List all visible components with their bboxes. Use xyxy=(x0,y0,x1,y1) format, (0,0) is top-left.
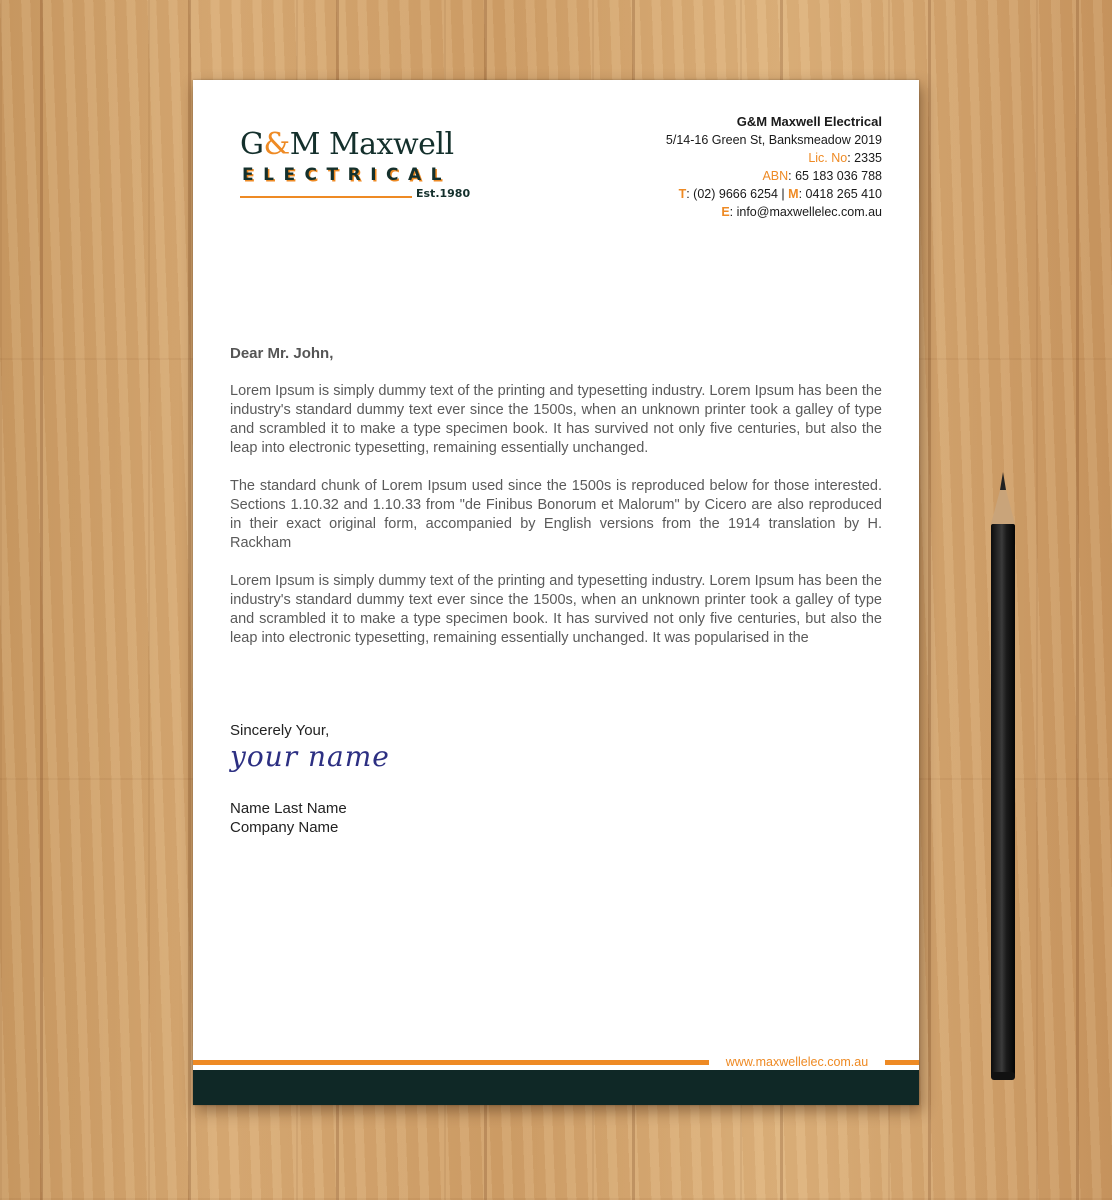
logo-wordmark: G&M Maxwell xyxy=(240,127,454,162)
letterhead-paper xyxy=(193,80,919,1105)
wood-plank-seam xyxy=(1076,0,1079,1200)
letter-body xyxy=(230,345,882,667)
contact-abn: ABN: 65 183 036 788 xyxy=(762,169,882,183)
logo-established: Est.1980 xyxy=(416,187,471,200)
contact-phone: T: (02) 9666 6254 | M: 0418 265 410 xyxy=(678,187,882,201)
contact-block xyxy=(666,113,882,221)
wood-plank-seam xyxy=(40,0,43,1200)
contact-email: E: info@maxwellelec.com.au xyxy=(721,205,882,219)
letter-paragraph: The standard chunk of Lorem Ipsum used since the 1500s is reproduced below for those interested. Sections 1.10.32 and 1.10.33 from "de Finibus Bonorum et Malorum" by Cicero are also reproduced in their exact original form, accompanied by English versions from the 1914 translation by H. Rackham xyxy=(230,478,882,551)
logo-electrical-text: ELECTRICAL xyxy=(242,165,452,185)
contact-company: G&M Maxwell Electrical xyxy=(736,114,882,129)
letter-closing: Sincerely Your, xyxy=(230,722,330,739)
letter-paragraph: Lorem Ipsum is simply dummy text of the printing and typesetting industry. Lorem Ipsum has been the industry's standard dummy text ever since the 1500s, when an unknown printer took a galley of type and scrambled it to make a type specimen book. It has survived not only five centuries, but also the leap into electronic typesetting, remaining essentially unchanged. xyxy=(230,383,882,456)
letter-greeting: Dear Mr. John, xyxy=(230,345,334,362)
footer-dark-band xyxy=(193,1070,919,1105)
letter-paragraph: Lorem Ipsum is simply dummy text of the printing and typesetting industry. Lorem Ipsum has been the industry's standard dummy text ever since the 1500s, when an unknown printer took a galley of type and scrambled it to make a type specimen book. It has survived not only five centuries, but also the leap into electronic typesetting, remaining essentially unchanged. It was popularised in the xyxy=(230,573,882,646)
footer-accent-bar xyxy=(193,1060,709,1065)
signer-block xyxy=(230,799,347,837)
signer-company: Company Name xyxy=(230,819,339,836)
signer-name: Name Last Name xyxy=(230,800,347,817)
contact-address: 5/14-16 Green St, Banksmeadow 2019 xyxy=(665,133,882,147)
wood-plank-seam xyxy=(188,0,191,1200)
pencil-icon xyxy=(985,472,1021,1084)
footer-website: www.maxwellelec.com.au xyxy=(725,1055,869,1069)
footer-accent-bar-end xyxy=(885,1060,919,1065)
wood-plank-seam xyxy=(928,0,931,1200)
logo-underline xyxy=(240,196,412,198)
contact-license: Lic. No: 2335 xyxy=(808,151,882,165)
company-logo xyxy=(240,127,472,199)
handwritten-signature: your name xyxy=(230,740,390,773)
